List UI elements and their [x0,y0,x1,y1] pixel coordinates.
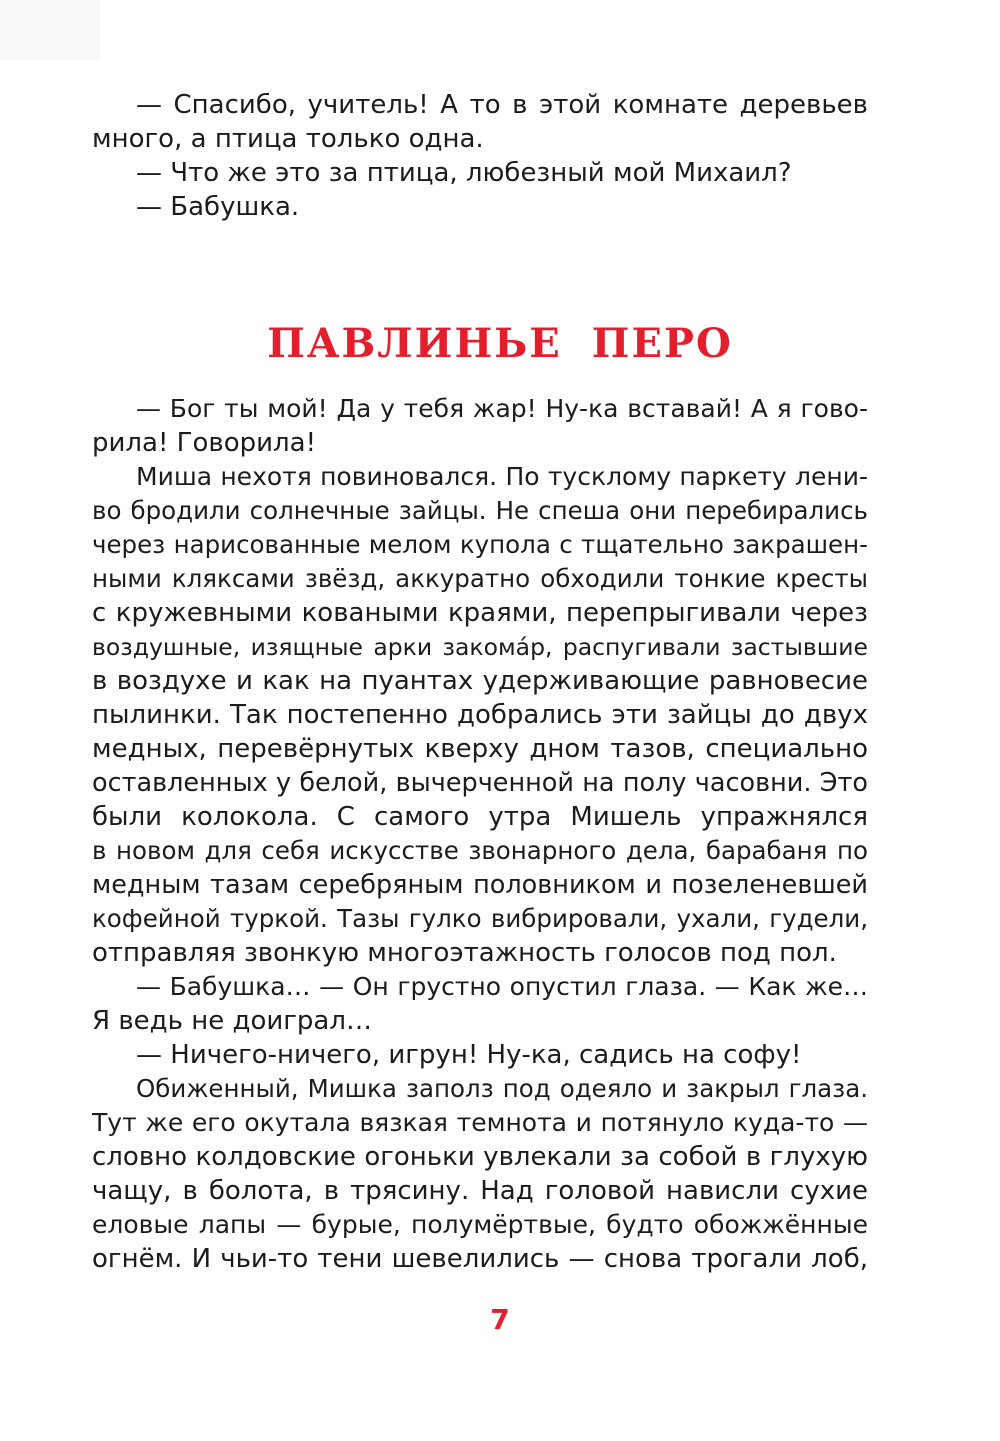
text-line: медных, перевёрнутых кверху дном тазов, специально [92,734,868,764]
dialogue-line: много, а птица только одна. [92,124,484,154]
text-line: рила! Говорила! [92,428,317,458]
dialogue-line: — Что же это за птица, любезный мой Михаил? [136,158,792,188]
text-line: пылинки. Так постепенно добрались эти зайцы до двух [92,700,868,730]
text-line: Тут же его окутала вязкая темнота и потянуло куда-то — [92,1108,868,1137]
text-line: в новом для себя искусстве звонарного дела, барабаня по [92,836,868,865]
text-line: воздушные, изящные арки закома́р, распугивали застывшие [92,633,868,661]
text-line: — Бабушка… — Он грустно опустил глаза. — Как же… [136,972,868,1001]
text-line: еловые лапы — бурые, полумёртвые, будто обожжённые [92,1210,868,1239]
scan-corner-mark [0,0,100,60]
dialogue-line: — Бабушка. [136,192,300,222]
text-line: Обиженный, Мишка заполз под одеяло и закрыл глаза. [136,1074,868,1103]
dialogue-line: — Спасибо, учитель! А то в этой комнате деревьев [136,90,868,120]
text-line: кофейной туркой. Тазы гулко вибрировали, ухали, гудели, [92,904,868,933]
text-line: чащу, в болота, в трясину. Над головой нависли сухие [92,1176,868,1206]
text-line: в воздухе и как на пуантах удерживающие равновесие [92,666,868,696]
text-line: отправляя звонкую многоэтажность голосов под пол. [92,938,837,968]
text-line: Миша нехотя повиновался. По тусклому паркету лени- [136,462,868,491]
text-line: медным тазам серебряным половником и позеленевшей [92,870,868,900]
text-line: с кружевными коваными краями, перепрыгивали через [92,598,868,628]
text-line: — Ничего-ничего, игрун! Ну-ка, садись на софу! [136,1040,802,1070]
chapter-title: ПАВЛИНЬЕ ПЕРО [267,320,733,367]
text-line: через нарисованные мелом купола с тщательно закрашен- [92,530,868,559]
text-line: — Бог ты мой! Да у тебя жар! Ну-ка вставай! А я гово- [136,394,868,423]
text-line: словно колдовские огоньки увлекали за собой в глухую [92,1142,868,1172]
text-line: оставленных у белой, вычерченной на полу часовни. Это [92,768,868,798]
text-line: Я ведь не доиграл… [92,1006,372,1036]
text-line: были колокола. С самого утра Мишель упражнялся [92,802,868,832]
page-number: 7 [490,1303,510,1336]
text-line: огнём. И чьи-то тени шевелились — снова трогали лоб, [92,1244,868,1274]
text-line: во бродили солнечные зайцы. Не спеша они перебирались [92,496,868,525]
text-line: ными кляксами звёзд, аккуратно обходили тонкие кресты [92,564,868,593]
